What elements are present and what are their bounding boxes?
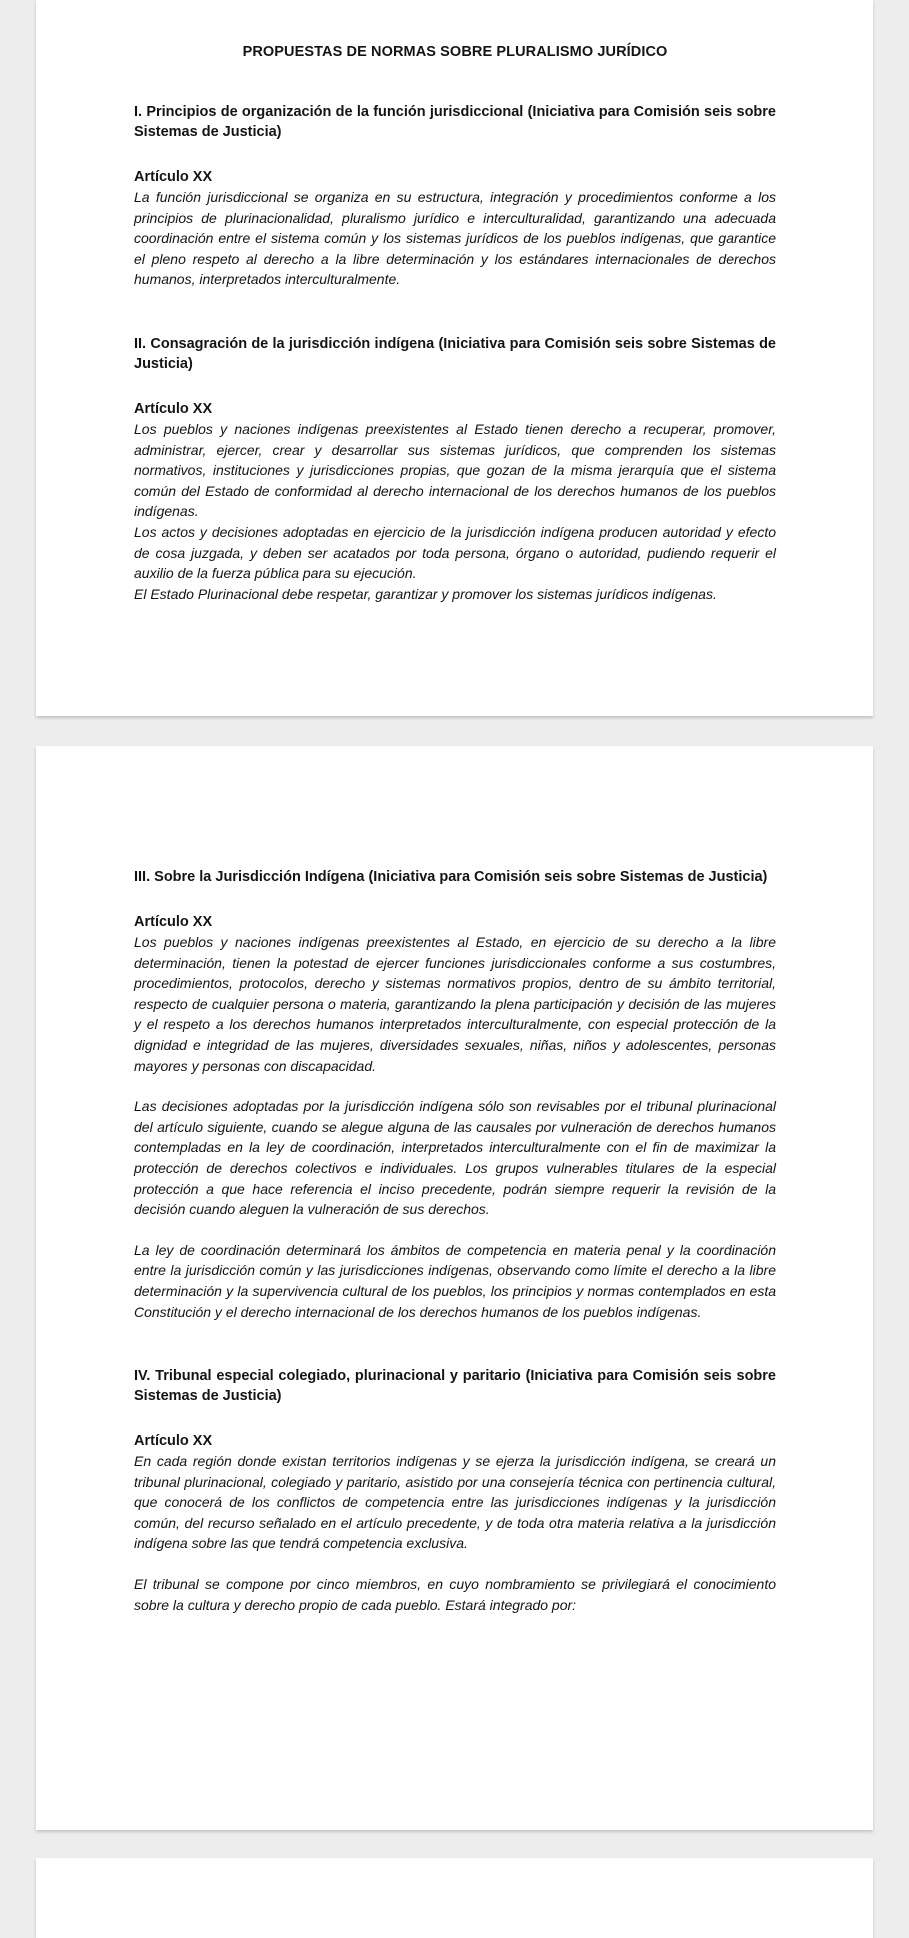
section-2-paragraph-1: Los pueblos y naciones indígenas preexistentes al Estado tienen derecho a recuperar, promover, administrar, ejercer, crear y desarrollar sus sistemas jurídicos, que comprenden los sistemas normativos, instituciones y jurisdicciones propias, que gozan de la misma jerarquía que el sistema común del Estado de conformidad al derecho internacional de los derechos humanos de los pueblos indígenas. — [134, 420, 776, 520]
section-4 — [134, 1366, 776, 1615]
document-page-1 — [36, 0, 873, 716]
section-2 — [134, 334, 776, 604]
document-title: PROPUESTAS DE NORMAS SOBRE PLURALISMO JURÍDICO — [242, 44, 668, 60]
section-3-heading: III. Sobre la Jurisdicción Indígena (Iniciativa para Comisión seis sobre Sistemas de Justicia) — [134, 869, 768, 885]
section-2-paragraph-3: El Estado Plurinacional debe respetar, garantizar y promover los sistemas jurídicos indígenas. — [134, 585, 717, 602]
section-1-article-label: Artículo XX — [134, 169, 213, 185]
section-3-article-label: Artículo XX — [134, 914, 213, 930]
section-4-paragraph-2: El tribunal se compone por cinco miembros, en cuyo nombramiento se privilegiará el conocimiento sobre la cultura y derecho propio de cada pueblo. Estará integrado por: — [134, 1576, 776, 1613]
page-1-content — [134, 42, 776, 604]
section-4-paragraph-1: En cada región donde existan territorios indígenas y se ejerza la jurisdicción indígena, se creará un tribunal plurinacional, colegiado y paritario, asistido por una consejería técnica con pertinencia cultural, que conocerá de los conflictos de competencia entre las jurisdicciones indígenas y la jurisdicción común, del recurso señalado en el artículo precedente, y de toda otra materia relativa a la jurisdicción indígena sobre las que tendrá competencia exclusiva. — [134, 1453, 776, 1552]
section-1 — [134, 102, 776, 290]
section-1-paragraph-1: La función jurisdiccional se organiza en su estructura, integración y procedimientos conforme a los principios de plurinacionalidad, pluralismo jurídico e interculturalidad, garantizando una adecuada coordinación entre el sistema común y los sistemas jurídicos de los pueblos indígenas, que garantice el pleno respeto al derecho a la libre determinación y los estándares internacionales de derechos humanos, interpretados interculturalmente. — [134, 189, 776, 288]
section-2-heading: II. Consagración de la jurisdicción indígena (Iniciativa para Comisión seis sobre Sistemas de Justicia) — [134, 335, 776, 372]
section-2-article-label: Artículo XX — [134, 400, 213, 417]
section-3-paragraph-2: Las decisiones adoptadas por la jurisdicción indígena sólo son revisables por el tribunal plurinacional del artículo siguiente, cuando se alegue alguna de las causales por vulneración de derechos humanos contempladas en la ley de coordinación, interpretados interculturalmente con el fin de maximizar la protección de derechos colectivos e individuales. Los grupos vulnerables titulares de la especial protección a que hace referencia el inciso precedente, podrán siempre requerir la revisión de la decisión cuando aleguen la vulneración de sus derechos. — [134, 1098, 776, 1218]
document-page-3 — [36, 1858, 873, 1938]
section-3-paragraph-3: La ley de coordinación determinará los ámbitos de competencia en materia penal y la coordinación entre la jurisdicción común y las jurisdicciones indígenas, observando como límite el derecho a la libre determinación y la supervivencia cultural de los pueblos, los principios y normas contemplados en esta Constitución y el derecho internacional de los derechos humanos de los pueblos indígenas. — [134, 1241, 776, 1320]
document-page-2 — [36, 746, 873, 1830]
section-3 — [134, 867, 776, 1322]
section-4-heading: IV. Tribunal especial colegiado, plurinacional y paritario (Iniciativa para Comisión seis sobre Sistemas de Justicia) — [134, 1368, 776, 1405]
section-4-article-label: Artículo XX — [134, 1433, 213, 1450]
section-2-paragraph-2: Los actos y decisiones adoptadas en ejercicio de la jurisdicción indígena producen autoridad y efecto de cosa juzgada, y deben ser acatados por toda persona, órgano o autoridad, pudiendo requerir el auxilio de la fuerza pública para su ejecución. — [134, 523, 776, 582]
section-3-paragraph-1: Los pueblos y naciones indígenas preexistentes al Estado, en ejercicio de su derecho a la libre determinación, tienen la potestad de ejercer funciones jurisdiccionales conforme a sus costumbres, procedimientos, protocolos, derecho y sistemas normativos propios, dentro de su ámbito territorial, respecto de cualquier persona o materia, garantizando la plena participación y decisión de las mujeres y el respeto a los derechos humanos interpretados interculturalmente, con especial protección de la dignidad e integridad de las mujeres, diversidades sexuales, niñas, niños y adolescentes, personas mayores y personas con discapacidad. — [134, 934, 776, 1074]
page-2-content — [134, 867, 776, 1615]
section-1-heading: I. Principios de organización de la función jurisdiccional (Iniciativa para Comisión seis sobre Sistemas de Justicia) — [134, 104, 776, 140]
